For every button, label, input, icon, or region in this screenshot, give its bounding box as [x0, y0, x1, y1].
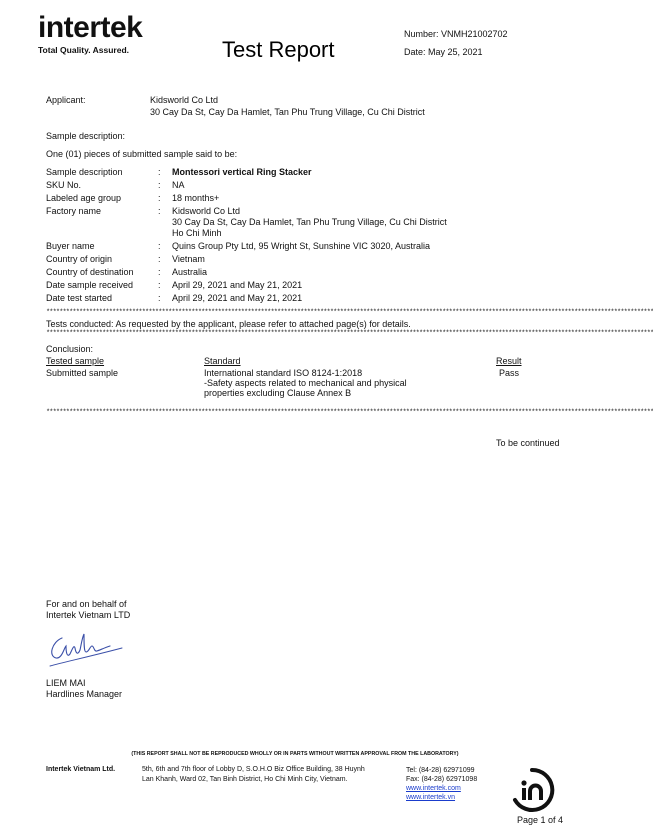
separator-line: ****************************************************************************************************************************************************************************************	[46, 409, 653, 417]
colon-separator: :	[158, 293, 161, 303]
reproduction-notice: (THIS REPORT SHALL NOT BE REPRODUCED WHOLLY OR IN PARTS WITHOUT WRITTEN APPROVAL FROM THE LABORATORY)	[131, 751, 459, 757]
col-standard: Standard	[204, 356, 241, 366]
sample-detail-label: Country of destination	[46, 267, 134, 277]
handwritten-signature	[44, 624, 124, 670]
sample-detail-value: Australia	[172, 267, 208, 277]
logo-tagline: Total Quality. Assured.	[38, 45, 129, 55]
page-title: Test Report	[222, 37, 335, 62]
to-be-continued: To be continued	[496, 438, 560, 448]
colon-separator: :	[158, 206, 161, 216]
col-result: Result	[496, 356, 522, 366]
applicant-address: 30 Cay Da St, Cay Da Hamlet, Tan Phu Trung Village, Cu Chi District	[150, 107, 425, 117]
sample-detail-label: Labeled age group	[46, 193, 122, 203]
colon-separator: :	[158, 167, 161, 177]
colon-separator: :	[158, 241, 161, 251]
sample-detail-label: Date test started	[46, 293, 113, 303]
tests-conducted: Tests conducted: As requested by the applicant, please refer to attached page(s) for details.	[46, 319, 411, 329]
sample-detail-label: Sample description	[46, 167, 123, 177]
sample-detail-value: Ho Chi Minh	[172, 228, 222, 238]
result-value: Pass	[499, 368, 520, 378]
sample-detail-label: Factory name	[46, 206, 102, 216]
sample-detail-value: Vietnam	[172, 254, 205, 264]
sample-detail-label: SKU No.	[46, 180, 82, 190]
sample-detail-label: Country of origin	[46, 254, 113, 264]
standard-line: properties excluding Clause Annex B	[204, 388, 352, 398]
on-behalf-line: For and on behalf of	[46, 599, 127, 609]
applicant-name: Kidsworld Co Ltd	[150, 95, 219, 105]
footer-tel: Tel: (84-28) 62971099	[406, 767, 475, 774]
report-number: Number: VNMH21002702	[404, 29, 508, 39]
sample-detail-value: Quins Group Pty Ltd, 95 Wright St, Sunshine VIC 3020, Australia	[172, 241, 430, 251]
intertek-in-logo-icon	[509, 767, 555, 813]
applicant-label: Applicant:	[46, 95, 86, 105]
col-tested-sample: Tested sample	[46, 356, 105, 366]
separator-line: ****************************************************************************************************************************************************************************************	[46, 309, 653, 317]
footer-address-line1: 5th, 6th and 7th floor of Lobby D, S.O.H.O Biz Office Building, 38 Huynh	[142, 766, 365, 773]
colon-separator: :	[158, 254, 161, 264]
colon-separator: :	[158, 280, 161, 290]
footer-web-link[interactable]: www.intertek.com	[406, 785, 461, 792]
sample-detail-value: Kidsworld Co Ltd	[172, 206, 241, 216]
colon-separator: :	[158, 267, 161, 277]
tested-sample-value: Submitted sample	[46, 368, 119, 378]
sample-intro: One (01) pieces of submitted sample said to be:	[46, 149, 238, 159]
footer-fax: Fax: (84-28) 62971098	[406, 776, 478, 783]
separator-line: ****************************************************************************************************************************************************************************************	[46, 330, 653, 338]
sample-detail-value: 18 months+	[172, 193, 220, 203]
standard-line: International standard ISO 8124-1:2018	[204, 368, 363, 378]
sample-detail-value: 30 Cay Da St, Cay Da Hamlet, Tan Phu Trung Village, Cu Chi District	[172, 217, 447, 227]
intertek-logo: intertek	[38, 11, 143, 44]
signatory-role: Hardlines Manager	[46, 689, 123, 699]
colon-separator: :	[158, 180, 161, 190]
sample-detail-value: April 29, 2021 and May 21, 2021	[172, 293, 303, 303]
footer-address-line2: Lan Khanh, Ward 02, Tan Binh District, Ho Chi Minh City, Vietnam.	[142, 776, 348, 783]
conclusion-heading: Conclusion:	[46, 344, 94, 354]
footer-company: Intertek Vietnam Ltd.	[46, 766, 116, 773]
report-date: Date: May 25, 2021	[404, 47, 483, 57]
footer-contact	[406, 766, 477, 802]
standard-line: -Safety aspects related to mechanical and physical	[204, 378, 407, 388]
sample-detail-value: NA	[172, 180, 185, 190]
page-number: Page 1 of 4	[517, 815, 564, 825]
footer-web-link[interactable]: www.intertek.vn	[406, 794, 456, 801]
sample-detail-label: Date sample received	[46, 280, 134, 290]
colon-separator: :	[158, 193, 161, 203]
signatory-name: LIEM MAI	[46, 678, 86, 688]
sample-heading: Sample description:	[46, 131, 126, 141]
on-behalf-company: Intertek Vietnam LTD	[46, 610, 131, 620]
sample-detail-value: April 29, 2021 and May 21, 2021	[172, 280, 303, 290]
sample-detail-value: Montessori vertical Ring Stacker	[172, 167, 312, 177]
sample-detail-label: Buyer name	[46, 241, 95, 251]
